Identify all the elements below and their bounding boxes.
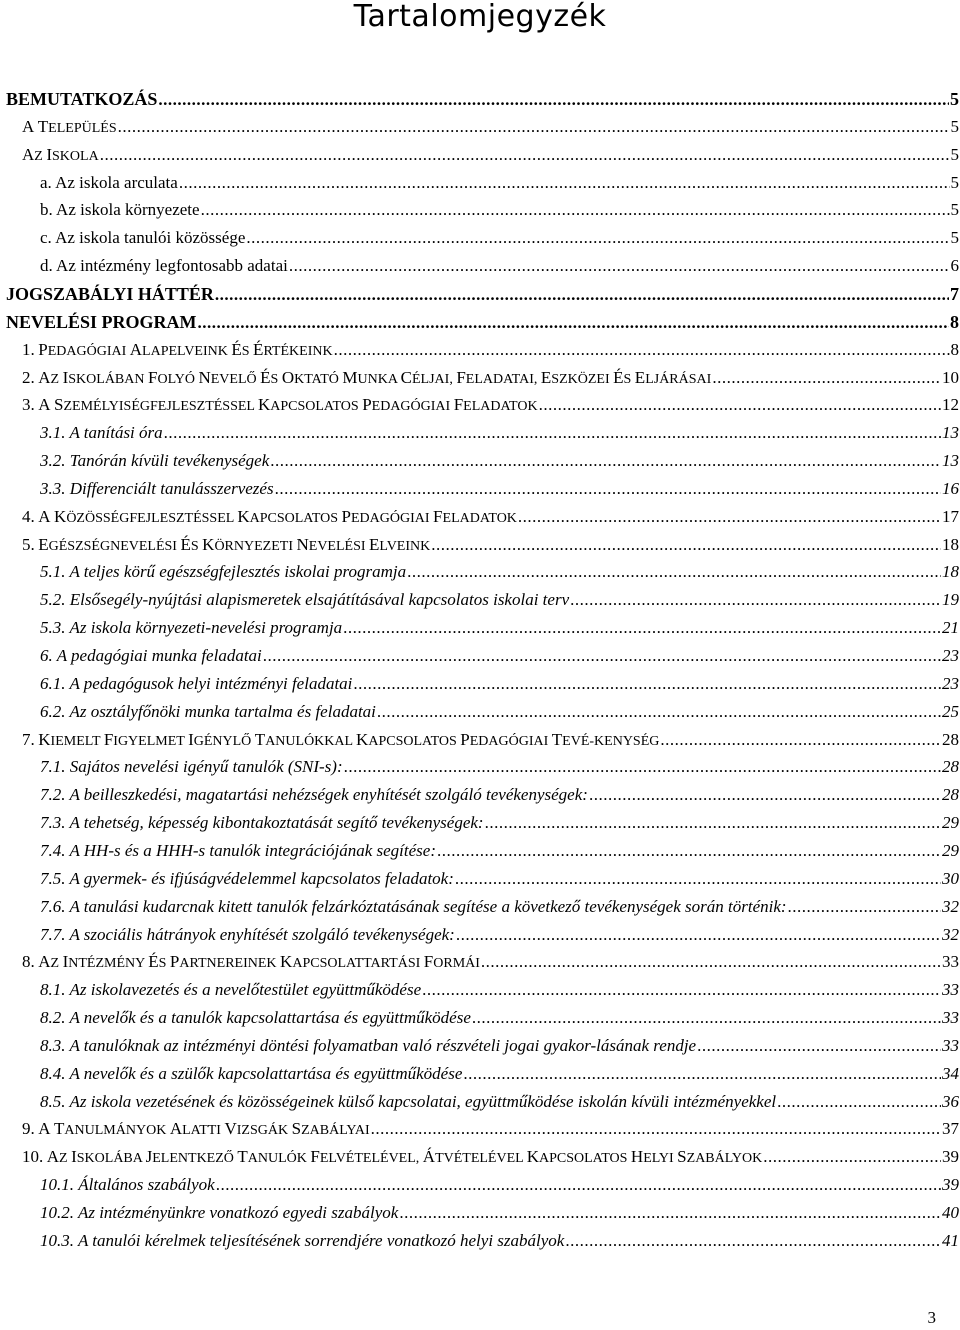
toc-entry-label: 7.4. A HH-s és a HHH-s tanulók integrációjának segítése: [40,840,436,860]
toc-entry[interactable] [0,197,960,223]
toc-entry[interactable] [0,1228,960,1254]
toc-entry[interactable] [0,225,960,251]
toc-entry-page: 23 [942,646,959,665]
toc-entry-label: 7.2. A beilleszkedési, magatartási nehézségek enyhítését szolgáló tevékenységek: [40,785,588,805]
leader-dots [215,282,949,308]
toc-entry[interactable] [0,114,960,140]
toc-entry-label: 10. AZ ISKOLÁBA JELENTKEZŐ TANULÓK FELVÉTELÉVEL, ÁTVÉTELÉVEL KAPCSOLATOS HELYI SZABÁLYOK [22,1147,763,1167]
toc-entry[interactable] [0,365,960,391]
toc-entry-label: AZ ISKOLA [22,144,99,164]
toc-entry-label: 6. A pedagógiai munka feladatai [40,646,262,665]
toc-entry-page: 39 [942,1175,959,1195]
toc-entry-label: 7.5. A gyermek- és ifjúságvédelemmel kapcsolatos feladatok: [40,868,454,888]
leader-dots [377,699,941,725]
toc-entry-page: 29 [942,840,959,860]
leader-dots [179,170,950,196]
toc-entry-label: 5. EGÉSZSÉGNEVELÉSI ÉS KÖRNYEZETI NEVELÉSI ELVEINK [22,534,431,554]
leader-dots [485,810,941,836]
toc-entry-label: BEMUTATKOZÁS [6,89,158,109]
leader-dots [763,1144,941,1170]
toc-entry-page: 19 [942,590,959,610]
toc-entry-label: NEVELÉSI PROGRAM [6,311,197,332]
toc-entry[interactable] [0,142,960,168]
toc-entry[interactable] [0,1144,960,1170]
toc-entry-page: 18 [942,562,959,582]
toc-entry-page: 21 [942,618,959,638]
toc-entry-label: 3.2. Tanórán kívüli tevékenységek [40,451,270,471]
toc-entry-label: 6.2. Az osztályfőnöki munka tartalma és feladatai [40,701,376,721]
leader-dots [456,922,941,948]
toc-entry[interactable] [0,782,960,808]
toc-entry[interactable] [0,504,960,530]
toc-entry-label: 7.6. A tanulási kudarcnak kitett tanulók felzárkóztatásának segítése a következő tevékenységek során történik: [40,896,787,916]
toc-entry[interactable] [0,643,960,669]
leader-dots [216,1172,941,1198]
toc-entry-page: 32 [942,896,959,916]
leader-dots [455,866,941,892]
toc-entry-label: 8.3. A tanulóknak az intézményi döntési folyamatban való részvételi jogai gyakor-lásának rendje [40,1035,697,1055]
toc-entry-page: 12 [942,395,959,415]
toc-entry[interactable] [0,420,960,446]
toc-entry-label: A TELEPÜLÉS [22,116,117,136]
leader-dots [437,838,941,864]
leader-dots [353,671,941,697]
toc-entry-label: 2. AZ ISKOLÁBAN FOLYÓ NEVELŐ ÉS OKTATÓ MUNKA CÉLJAI, FELADATAI, ESZKÖZEI ÉS ELJÁRÁSAI [22,367,712,387]
toc-entry-label: 3.1. A tanítási óra [40,423,163,443]
toc-entry[interactable] [0,949,960,975]
toc-entry-page: 40 [942,1203,959,1222]
toc-entry-label: d. Az intézmény legfontosabb adatai [40,256,288,276]
toc-entry[interactable] [0,476,960,502]
leader-dots [712,365,941,391]
toc-entry-page: 5 [950,172,959,192]
toc-entry-page: 5 [950,89,959,109]
toc-entry-label: a. Az iskola arculata [40,172,178,192]
toc-entry[interactable] [0,699,960,725]
toc-entry[interactable] [0,671,960,697]
toc-entry-page: 33 [942,1035,959,1055]
leader-dots [481,949,941,975]
toc-entry-page: 8 [950,311,959,332]
leader-dots [343,615,941,641]
toc-entry-page: 30 [942,868,959,888]
toc-entry-label: 3.3. Differenciált tanulásszervezés [40,478,274,498]
toc-entry-label: 10.3. A tanulói kérelmek teljesítésének sorrendjére vonatkozó helyi szabályok [40,1230,565,1250]
toc-entry-page: 5 [950,144,959,164]
toc-entry-page: 6 [950,256,959,276]
toc-entry-page: 28 [942,729,959,749]
toc-entry[interactable] [0,838,960,864]
page-title: Tartalomjegyzék [353,0,607,34]
toc-entry-page: 28 [942,757,959,777]
leader-dots [118,114,950,140]
toc-entry-page: 10 [942,367,959,387]
toc-entry-page: 34 [942,1063,959,1083]
leader-dots [777,1089,941,1115]
leader-dots [660,727,941,753]
toc-entry-label: 8.4. A nevelők és a szülők kapcsolattartása és együttműködése [40,1063,463,1083]
toc-entry[interactable] [0,1005,960,1031]
toc-entry[interactable] [0,86,960,112]
toc-entry[interactable] [0,587,960,613]
leader-dots [472,1005,941,1031]
toc-entry-label: 8.5. Az iskola vezetésének és közösségeinek külső kapcsolatai, együttműködése iskolán kívüli intézményekkel [40,1091,777,1111]
leader-dots [263,643,941,669]
leader-dots [198,310,949,336]
toc-entry[interactable] [0,894,960,920]
leader-dots [289,253,950,279]
leader-dots [201,197,950,223]
toc-entry[interactable] [0,615,960,641]
toc-entry-label: 10.2. Az intézményünkre vonatkozó egyedi szabályok [40,1203,399,1222]
leader-dots [246,225,949,251]
toc-entry-page: 5 [950,116,959,136]
leader-dots [275,476,941,502]
toc-entry-page: 5 [950,200,959,220]
toc-entry-page: 13 [942,451,959,471]
toc-entry[interactable] [0,532,960,558]
leader-dots [270,448,941,474]
toc-entry-page: 36 [942,1091,959,1111]
toc-entry[interactable] [0,1033,960,1059]
leader-dots [565,1228,941,1254]
toc-entry-label: 5.1. A teljes körű egészségfejlesztés iskolai programja [40,562,407,582]
toc-entry[interactable] [0,253,960,279]
toc-entry[interactable] [0,448,960,474]
toc-entry[interactable] [0,866,960,892]
leader-dots [334,337,950,363]
toc-entry-page: 28 [942,785,959,805]
toc-entry-page: 8 [950,339,959,359]
toc-entry-page: 29 [942,813,959,833]
toc-entry-page: 33 [942,980,959,1000]
toc-entry-page: 7 [950,283,959,304]
toc-entry[interactable] [0,1172,960,1198]
toc-entry-page: 17 [942,506,959,526]
leader-dots [570,587,941,613]
toc-entry-label: 9. A TANULMÁNYOK ALATTI VIZSGÁK SZABÁLYAI [22,1119,370,1139]
leader-dots [407,559,941,585]
toc-entry-label: 5.3. Az iskola környezeti-nevelési programja [40,618,343,638]
leader-dots [100,142,950,168]
leader-dots [589,782,941,808]
leader-dots [344,754,941,780]
toc-entry-page: 18 [942,534,959,554]
toc-entry-label: 7.1. Sajátos nevelési igényű tanulók (SNI-s): [40,757,343,777]
toc-entry[interactable] [0,810,960,836]
toc-entry-page: 33 [942,1008,959,1028]
leader-dots [788,894,941,920]
leader-dots [399,1200,941,1226]
toc-entry[interactable] [0,727,960,753]
toc-entry-label: 5.2. Elsősegély-nyújtási alapismeretek elsajátításával kapcsolatos iskolai terv [40,590,570,610]
toc-entry-label: 8.1. Az iskolavezetés és a nevelőtestület együttműködése [40,980,422,1000]
toc-entry[interactable] [0,754,960,780]
toc-entry[interactable] [0,1200,960,1226]
leader-dots [164,420,941,446]
toc-entry[interactable] [0,559,960,585]
leader-dots [371,1116,941,1142]
toc-entry-label: JOGSZABÁLYI HÁTTÉR [6,283,214,304]
toc-entry-label: 7.3. A tehetség, képesség kibontakoztatását segítő tevékenységek: [40,813,484,833]
toc-entry-label: 4. A KÖZÖSSÉGFEJLESZTÉSSEL KAPCSOLATOS PEDAGÓGIAI FELADATOK [22,506,517,526]
toc-entry-label: 6.1. A pedagógusok helyi intézményi feladatai [40,673,353,693]
toc-entry[interactable] [0,392,960,418]
toc-entry-page: 41 [942,1230,959,1250]
toc-entry-page: 32 [942,924,959,944]
toc-entry[interactable] [0,281,960,307]
toc-entry-label: b. Az iskola környezete [40,200,200,220]
toc-entry-page: 16 [942,478,959,498]
toc-entry[interactable] [0,1116,960,1142]
toc-entry[interactable] [0,922,960,948]
toc-entry-label: 7. KIEMELT FIGYELMET IGÉNYLŐ TANULÓKKAL KAPCSOLATOS PEDAGÓGIAI TEVÉ-KENYSÉG [22,729,660,749]
leader-dots [539,392,941,418]
toc-entry[interactable] [0,1061,960,1087]
toc-entry-label: 3. A SZEMÉLYISÉGFEJLESZTÉSSEL KAPCSOLATOS PEDAGÓGIAI FELADATOK [22,395,538,415]
toc-entry[interactable] [0,170,960,196]
toc-entry-label: 10.1. Általános szabályok [40,1175,215,1195]
toc-entry-label: 8.2. A nevelők és a tanulók kapcsolattartása és együttműködése [40,1008,471,1028]
toc-entry-page: 25 [942,701,959,721]
toc-entry-label: 1. PEDAGÓGIAI ALAPELVEINK ÉS ÉRTÉKEINK [22,339,333,359]
toc-entry[interactable] [0,1089,960,1115]
toc-entry[interactable] [0,977,960,1003]
toc-entry[interactable] [0,309,960,335]
leader-dots [158,87,949,113]
toc-entry[interactable] [0,337,960,363]
leader-dots [422,977,941,1003]
toc-entry-page: 37 [942,1119,959,1139]
toc-entry-label: 8. AZ INTÉZMÉNY ÉS PARTNEREINEK KAPCSOLATTARTÁSI FORMÁI [22,952,480,972]
leader-dots [518,504,941,530]
toc-entry-page: 39 [942,1147,959,1167]
toc-entry-page: 33 [942,952,959,972]
toc-entry-page: 13 [942,423,959,443]
leader-dots [463,1061,941,1087]
toc-entry-page: 5 [950,228,959,248]
toc-entry-page: 23 [942,673,959,693]
leader-dots [431,532,941,558]
leader-dots [697,1033,941,1059]
page-number: 3 [927,1308,936,1327]
toc-entry-label: c. Az iskola tanulói közössége [40,228,246,248]
toc-entry-label: 7.7. A szociális hátrányok enyhítését szolgáló tevékenységek: [40,924,455,944]
